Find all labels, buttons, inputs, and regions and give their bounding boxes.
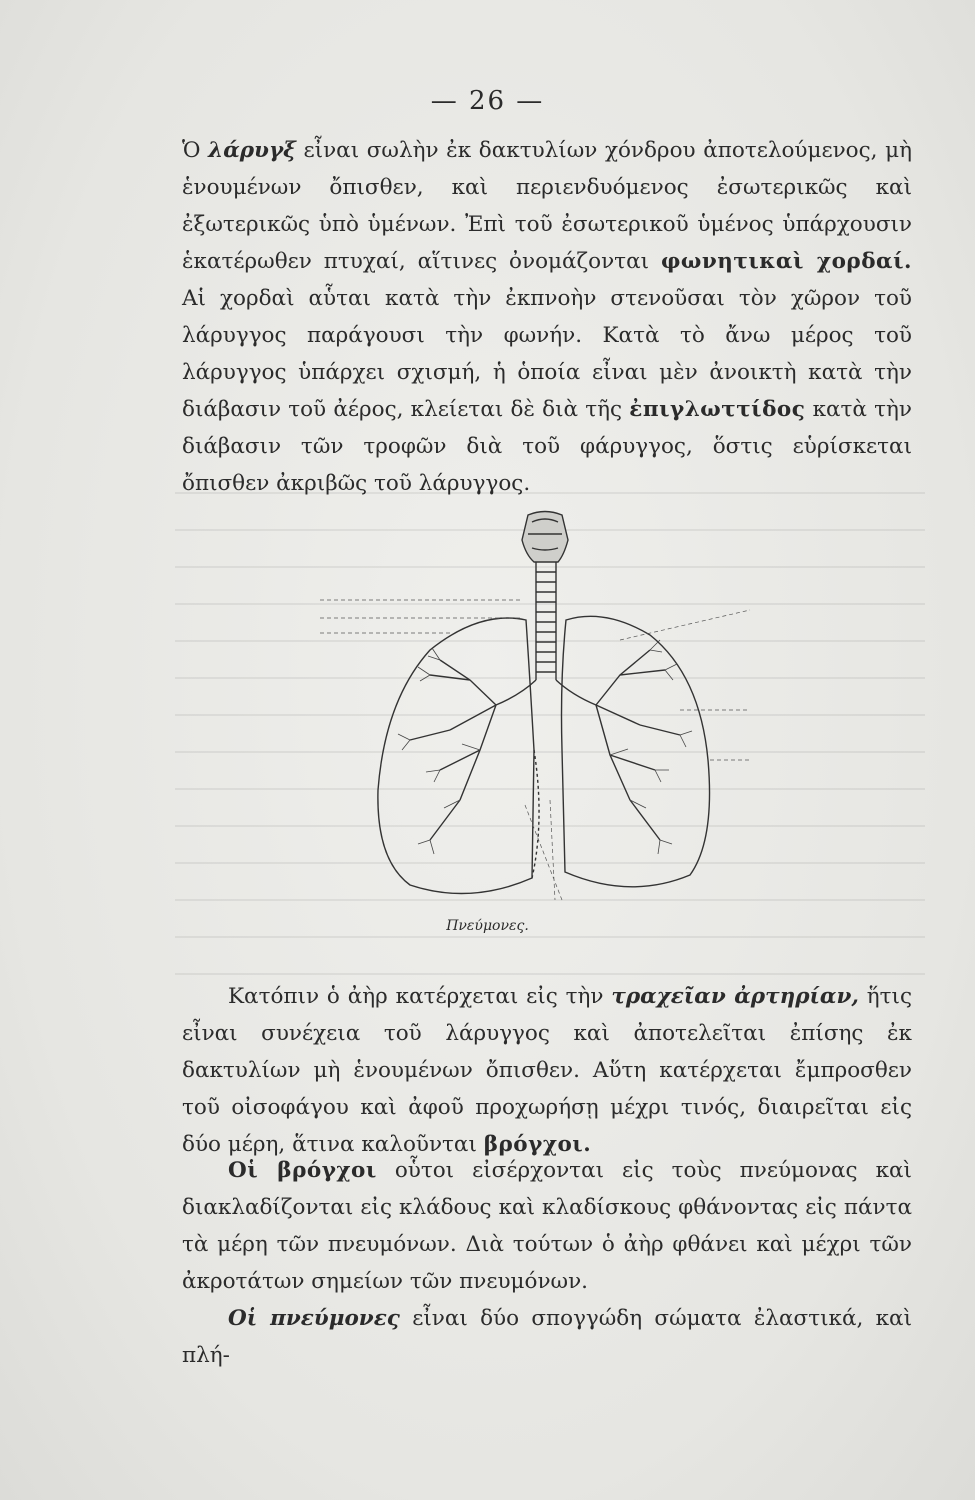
paragraph-text: Αἱ χορδαὶ αὗται κατὰ τὴν ἐκπνοὴν στενοῦσαι τὸν χῶρον τοῦ λάρυγγος παράγουσι τὴν φωνήν. Κατὰ τὸ ἄνω μέρος τοῦ λάρυγγος ὑπάρχει σχισμή, ἡ ὁποία εἶναι μὲν ἀνοικτὴ κατὰ τὴν διάβασιν τοῦ ἀέρος, κλείεται δὲ διὰ τῆς (182, 286, 912, 422)
paragraph-lungs (182, 1300, 912, 1374)
term-lungs: Οἱ πνεύμονες (228, 1306, 400, 1331)
term-epiglottis: ἐπιγλωττίδος (629, 397, 806, 422)
paragraph-text: εἶναι σωλὴν ἐκ δακτυλίων χόνδρου ἀποτελούμενος, μὴ ἑνουμένων ὄπισθεν, καὶ περιενδυόμενος ἐσωτερικῶς καὶ ἐξωτερικῶς ὑπὸ ὑμένων. Ἐπὶ τοῦ ἐσωτερικοῦ ὑμένος ὑπάρχουσιν ἑκατέρωθεν πτυχαί, αἵτινες ὀνομάζονται (182, 138, 912, 274)
paragraph-larynx (182, 132, 912, 502)
term-bronchi: βρόγχοι. (483, 1132, 592, 1157)
page-number: — 26 — (430, 86, 545, 116)
lungs-illustration (300, 500, 760, 920)
term-trachea: τραχεῖαν ἀρτηρίαν, (611, 984, 859, 1009)
paragraph-lead: Ὁ (182, 138, 201, 163)
paragraph-text: εἶναι δύο σπογγώδη σώματα ἐλαστικά, καὶ πλή- (182, 1306, 912, 1368)
paragraph-text: Κατόπιν ὁ ἀὴρ κατέρχεται εἰς τὴν (228, 984, 604, 1009)
term-vocal-cords: φωνητικαὶ χορδαί. (660, 249, 912, 274)
term-larynx: λάρυγξ (208, 138, 296, 163)
paragraph-bronchi (182, 1152, 912, 1300)
paragraph-text: οὗτοι εἰσέρχονται εἰς τοὺς πνεύμονας καὶ διακλαδίζονται εἰς κλάδους καὶ κλαδίσκους φθάνοντας εἰς πάντα τὰ μέρη τῶν πνευμόνων. Διὰ τούτων ὁ ἀὴρ φθάνει καὶ μέχρι τῶν ἀκροτάτων σημείων τῶν πνευμόνων. (182, 1158, 912, 1294)
figure-caption: Πνεύμονες. (446, 918, 529, 934)
term-bronchi-heading: Οἱ βρόγχοι (228, 1158, 377, 1183)
paragraph-trachea (182, 978, 912, 1163)
paragraph-text: κατὰ τὴν διάβασιν τῶν τροφῶν διὰ τοῦ φάρυγγος, ὅστις εὑρίσκεται ὄπισθεν ἀκριβῶς τοῦ λάρυγγος. (182, 397, 912, 496)
paragraph-text: ἥτις εἶναι συνέχεια τοῦ λάρυγγος καὶ ἀποτελεῖται ἐπίσης ἐκ δακτυλίων μὴ ἑνουμένων ὄπισθεν. Αὕτη κατέρχεται ἔμπροσθεν τοῦ οἰσοφάγου καὶ ἀφοῦ προχωρήσῃ μέχρι τινός, διαιρεῖται εἰς δύο μέρη, ἅτινα καλοῦνται (182, 984, 912, 1157)
